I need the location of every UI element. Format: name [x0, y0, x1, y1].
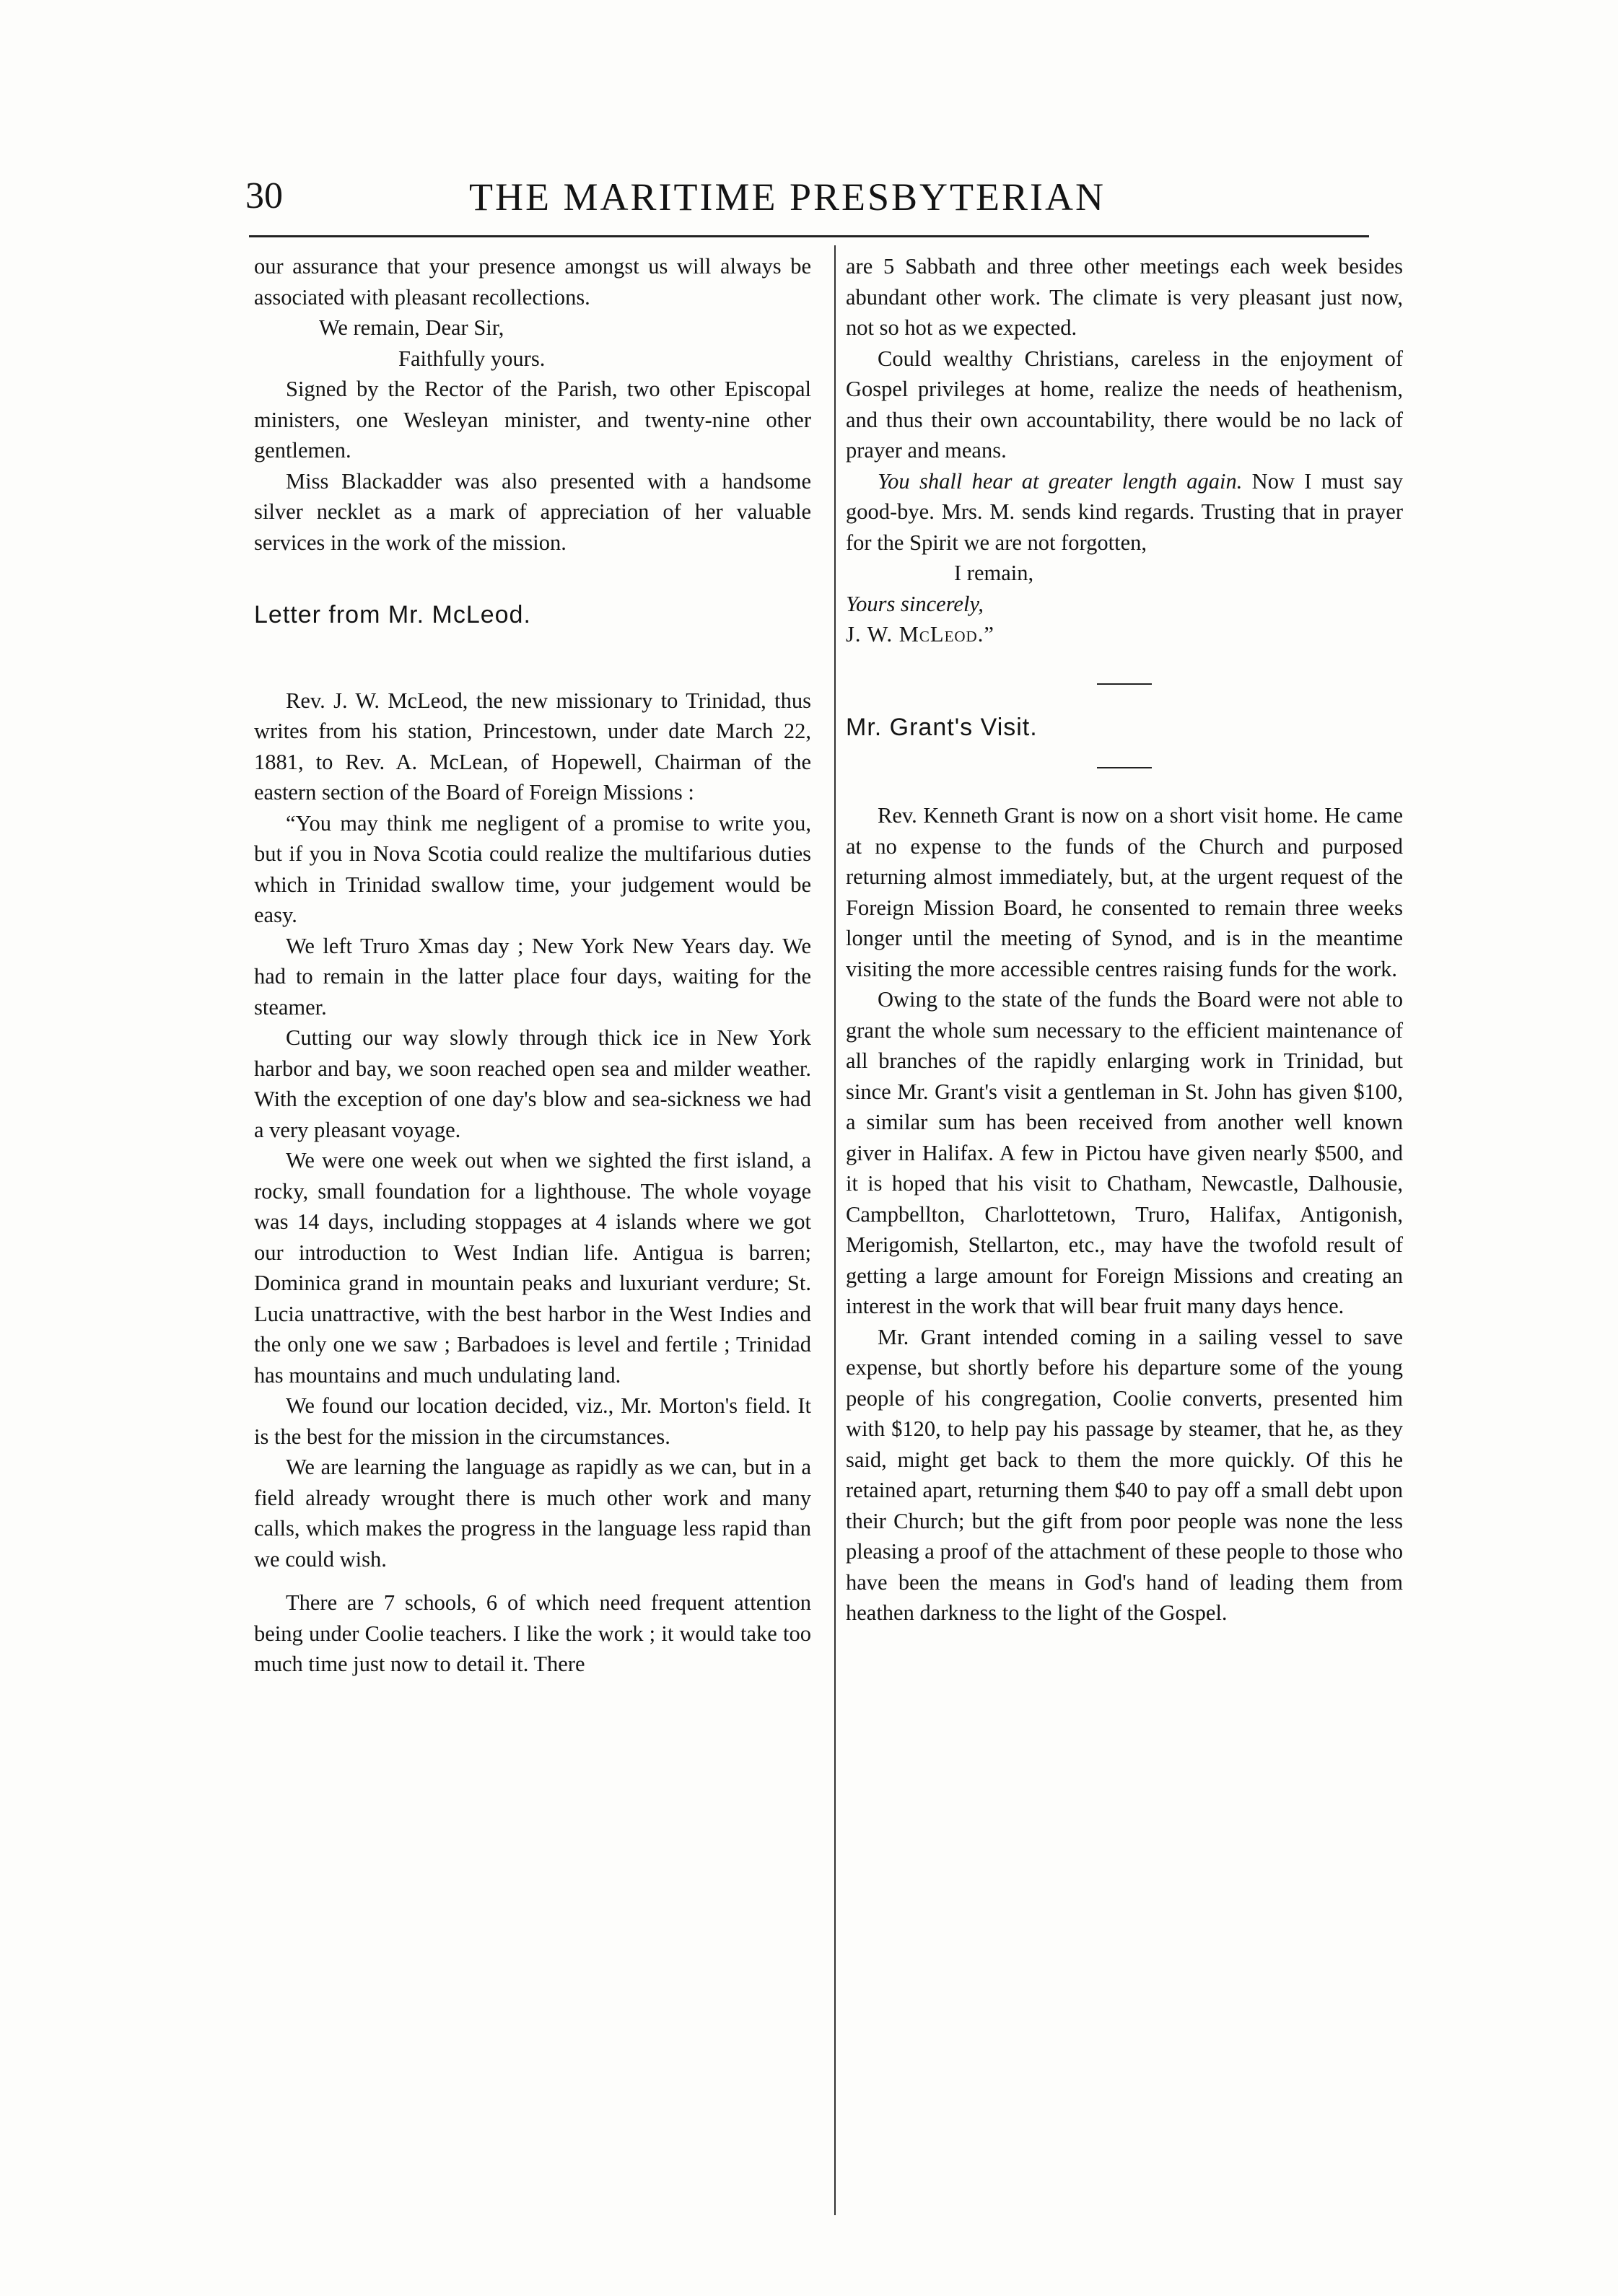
letter-paragraph: We are learning the language as rapidly as we can, but in a field already wrought there is much other work and many calls, which makes the progress in the language less rapid than we could wish.	[254, 1455, 811, 1572]
letter-paragraph: Cutting our way slowly through thick ice in New York harbor and bay, we soon reached open sea and milder weather. With the exception of one day's blow and sea-sickness we had a very pleasant voyage.	[254, 1025, 811, 1142]
grant-paragraph: Owing to the state of the funds the Board were not able to grant the whole sum necessary to the efficient maintenance of all branches of the rapidly enlarging work in Trinidad, but since Mr. Grant's visit a gentleman in St. John has given $100, a similar sum has been received from another well known giver in Halifax. A few in Pictou have given nearly $500, and it is hoped that his visit to Chatham, Newcastle, Dalhousie, Campbellton, Charlottetown, Truro, Halifax, Antigonish, Merigomish, Stellarton, etc., may have the twofold result of getting a large amount for Foreign Missions and creating an interest in the work that will bear fruit many days hence.	[846, 987, 1403, 1318]
right-column	[846, 251, 1403, 1629]
letter-heading: Letter from Mr. McLeod.	[254, 601, 531, 628]
letter-paragraph: “You may think me negligent of a promise to write you, but if you in Nova Scotia could realize the multifarious duties which in Trinidad swallow time, your judgement would be easy.	[254, 810, 811, 927]
signatories-paragraph: Signed by the Rector of the Parish, two other Episcopal ministers, one Wesleyan minister, and twenty-nine other gentlemen.	[254, 377, 811, 463]
opening-paragraph: our assurance that your presence amongst us will always be associated with pleasant recollections.	[254, 254, 811, 310]
letter-paragraph: We were one week out when we sighted the first island, a rocky, small foundation for a lighthouse. The whole voyage was 14 days, including stoppages at 4 islands where we got our introduction to West Indian life. Antigua is barren; Dominica grand in mountain peaks and luxuriant verdure; St. Lucia unattractive, with the best harbor in the West Indies and the only one we saw ; Barbadoes is level and fertile ; Trinidad has mountains and much undulating land.	[254, 1148, 811, 1388]
left-column	[254, 251, 811, 1680]
letter-sincerely: Yours sincerely,	[846, 591, 984, 616]
page-header	[0, 163, 1618, 228]
letter-remain: I remain,	[954, 561, 1034, 585]
column-divider	[834, 245, 836, 2215]
grant-paragraph: Mr. Grant intended coming in a sailing vessel to save expense, but shortly before his departure some of the young people of his congregation, Coolie converts, presented him with $120, to help pay his passage by steamer, that he, as they said, might get back to them the more quickly. Of this he retained apart, returning them $40 to pay off a small debt upon their Church; but the gift from poor people was none the less pleasing a proof of the attachment of these people to those who have been the means in God's hand of leading them from heathen darkness to the light of the Gospel.	[846, 1324, 1403, 1625]
closing-salutation: We remain, Dear Sir,	[319, 315, 504, 340]
closing-signoff: Faithfully yours.	[398, 346, 546, 371]
running-title: THE MARITIME PRESBYTERIAN	[469, 175, 1106, 219]
letter-paragraph: We found our location decided, viz., Mr. Morton's field. It is the best for the mission in the circumstances.	[254, 1393, 811, 1449]
letter-paragraph: We left Truro Xmas day ; New York New Years day. We had to remain in the latter place four days, waiting for the steamer.	[254, 933, 811, 1020]
grant-heading: Mr. Grant's Visit.	[846, 713, 1038, 741]
farewell-text: Now I must say good-bye. Mrs. M. sends kind regards. Trusting that in prayer for the Spirit we are not forgotten,	[846, 468, 1403, 555]
page-number: 30	[245, 175, 283, 216]
farewell-paragraph	[846, 466, 1403, 558]
grant-paragraph: Rev. Kenneth Grant is now on a short visit home. He came at no expense to the funds of the Church and purposed returning almost immediately, but, at the urgent request of the Foreign Mission Board, he consented to remain three weeks longer until the meeting of Synod, and is in the meantime visiting the more accessible centres raising funds for the work.	[846, 803, 1403, 981]
letter-paragraph: There are 7 schools, 6 of which need frequent attention being under Coolie teachers. I like the work ; it would take too much time just now to detail it. There	[254, 1590, 811, 1676]
letter-signature: J. W. McLeod.”	[846, 622, 994, 647]
farewell-italic-text: You shall hear at greater length again.	[878, 468, 1243, 494]
letter-continuation-paragraph: are 5 Sabbath and three other meetings each week besides abundant other work. The climate is very pleasant just now, not so hot as we expected.	[846, 254, 1403, 340]
blackadder-paragraph: Miss Blackadder was also presented with a handsome silver necklet as a mark of appreciation of her valuable services in the work of the mission.	[254, 468, 811, 555]
header-rule	[249, 235, 1369, 237]
letter-continuation-paragraph: Could wealthy Christians, careless in the enjoyment of Gospel privileges at home, realize the needs of heathenism, and thus their own accountability, there would be no lack of prayer and means.	[846, 346, 1403, 463]
letter-intro-paragraph: Rev. J. W. McLeod, the new missionary to Trinidad, thus writes from his station, Princestown, under date March 22, 1881, to Rev. A. McLean, of Hopewell, Chairman of the eastern section of the Board of Foreign Missions :	[254, 688, 811, 805]
